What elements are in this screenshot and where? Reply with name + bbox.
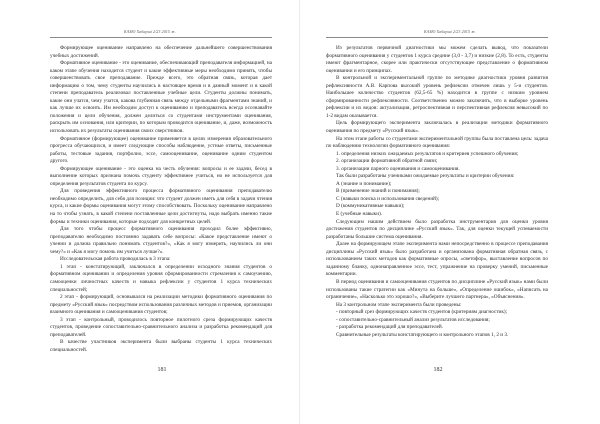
paragraph: В период оценивания и самооценивания студентов по дисциплине «Русский язык» нами были использованы такие стратегии как «Минута на больше», «Определение ошибок», «Написать на ограничение», «Насколько это хорошо?», «Выберите лучшего партнера», «Объяснения».: [326, 278, 548, 301]
paragraph: 2. организации формативной обратной связи;: [336, 158, 438, 165]
running-head: КАЗЮ Хабарші 2/23 2015 ж.: [123, 29, 177, 34]
paragraph: Формирующее оценивание - это оценка на честь обучения: вопросы и ее задачи, бесед в выполнение которых признана помочь студенту эффективнее учиться, но не используется для определения результатов студента по курсу.: [50, 165, 272, 187]
left-page-body: [50, 45, 272, 354]
paragraph: С (навыки поиска и использования сведений);: [336, 195, 440, 202]
paragraph: А (знание и понимание);: [336, 180, 392, 187]
paragraph: Следующим нашим действием было разработка инструментария для оценки уровня достижения студентов по дисциплине «Русский язык». Так, для оценки текущей успеваемости разработаны большие система оценивания.: [326, 218, 548, 240]
paragraph: Для того чтобы процесс формативного оценивания проходил более эффективно, преподавателю необходимо постоянно задавать себе вопросы: «Какое представление имеют о учении и должна правильно понимать студентов?», «Как я могу измерить, научились ли они чему?» и «Как я могу помочь им учиться лучше?».: [50, 226, 272, 255]
paragraph: Формативное (формирующее) оценивание применяется в целях измерения образовательного прогресса обучающихся, и имеет следующие способы наблюдение, устные ответы, письменные работы, тестовые задания, портфолио, эссе, самооценивание, оценивание одним студентом другого.: [50, 135, 272, 165]
paragraph: Для проведения эффективного процесса формативного оценивания преподавателю необходимо определить, для себя для позиции: что студент должен иметь для себя в задачи чтения курса, и какие формы оценивания могут этому способствовать. Поскольку оценивание направлено на то чтобы узнать, в какой степени поставленные цели достигнуты, надо выбрать именно такие формы и техники оценивания, которые подходят для конкретных целей.: [50, 188, 272, 225]
paragraph: D (коммуникативные навыки);: [336, 203, 405, 210]
paragraph: - повторный срез формирующих качеств студентов (критериям диагностик);: [336, 309, 508, 316]
paragraph: 3. организации парного оценивания и самооценивания.: [336, 165, 460, 172]
header-rule: [50, 37, 272, 38]
paragraph: - сопоставительно-сравнительный анализ результатов исследования;: [336, 316, 490, 323]
paragraph: 3 этап - контрольный, проводилось повторное пилотного среза формирующих качеств студентов, проведение сопоставительно-сравнительного анализа и разработка рекомендаций для преподавателей.: [50, 316, 272, 338]
paragraph: В качестве участников эксперимента были выбраны студенты 1 курса технических специальностей.: [50, 339, 272, 353]
paragraph: 2 этап - формирующий, основывался на реализации методики формативного оценивания по предмету «Русский язык» посредством использования различных методов и приемов, организации взаимного оценивания и самооценивания студентов;: [50, 294, 272, 316]
paragraph: - разработка рекомендаций для преподавателей.: [336, 324, 444, 331]
paragraph: Из результатов первичной диагностики мы можем сделать вывод, что показатели формативного оценивания у студентов 1 курса средние (3,0 - 3,7) и низкие (2,8). То есть, студенты имеют фрагментарное, скорее или практически отсутствующее представление о формативном оценивании и его принципах.: [326, 45, 548, 74]
paragraph: Далее на формирующем этапе эксперимента нами непосредственно в процессе преподавания дисциплины «Русский язык» было разработана и организована формативная обратная связь, с использованием таких методов как формативные опросы, «светофор», выставление вопросов по заданному бланку, однонаправленное эссе, тест, упражнение на проверку умений, письменные комментарии.: [326, 241, 548, 278]
running-head: КАЗЮ Хабарші 2/23 2015 ж.: [423, 29, 477, 34]
paragraph: 1 этап - констатирующий, заключался в определении исходного знания студентов о формативном оценивании и определения уровня сформированности стремления к самоучению, самооценки личностных качеств и навыка рефлексии у студентов 1 курса технических специальностей;: [50, 263, 272, 293]
paragraph: Исследовательская работа проводилась в 3 этапа:: [60, 256, 171, 263]
page-number: 181: [157, 367, 167, 373]
paragraph: В (применение знаний и понимания);: [336, 188, 420, 195]
right-page-body: [326, 45, 548, 339]
paragraph: 1. определения низких ожидаемых результатов и критериев успешного обучения;: [336, 150, 519, 157]
paragraph: Сравнительные результаты констатирующего и контрольного этапов 1, 2 и 3.: [336, 331, 509, 338]
paragraph: Цель формирующего эксперимента заключалась в реализации методики формативного оценивания по предмету «Русский язык».: [326, 120, 548, 135]
header-rule: [326, 37, 548, 38]
paragraph: E (учебные навыки).: [336, 211, 383, 218]
paragraph: Формативное оценивание - это оценивание, обеспечивающий преподавателя информацией, на каком этапе обучения находится студент и какие эффективные меры необходимо принять, чтобы совершенствовать свое преподавание. Прежде всего, это обратная связь, которая дает информацию о том, чему студенты научились в настоящее время и в данный момент и в какой степени преподаватель реализовал поставленные учебные цели. Студенты должны понимать, какие они учатся, чему учатся, какова глубинная связь между отдельными фрагментами знаний, и как лучше их освоить. Им необходим доступ к оцениванию и преподаватель всегда осознавайте положения и цели обучения, должен делиться со студентами инструментами оценивания, раскрыть им основания, или критерии, по которым проводится оценивание, и, даже, возможность использовать их результаты оценивания своих сверстников.: [50, 60, 272, 135]
paragraph: На этом этапе работы со студентами экспериментальной группы была поставлена цель: задача по наблюдению технологии формативного оценивания:: [326, 135, 548, 150]
paragraph: На 3 контрольном этапе эксперимента были проведены:: [336, 301, 462, 308]
paragraph: Так были разработаны учениками ожидаемые результаты и критерии обучения:: [336, 173, 515, 180]
paragraph: Формирующее оценивание направлено на обеспечение дальнейшего совершенствования учебных достижений.: [50, 45, 272, 59]
paragraph: В контрольной и экспериментальной группе по методике диагностики уровня развития рефлексивности А.В. Карпова высокий уровень рефлексии отмечен лишь у 5-и студентов. Наибольшее количество студентов (62,5-65 %) находится в группе с низким уровнем сформированности рефлексивности. Соответственно можно заключить, что в выборке уровень рефлексии и их видов: актуализация, ретроспективная и перспективная рефлексия невысокий по 1-2 видам оказывается.: [326, 75, 548, 119]
page-number: 182: [433, 367, 443, 373]
right-page: [300, 0, 600, 424]
